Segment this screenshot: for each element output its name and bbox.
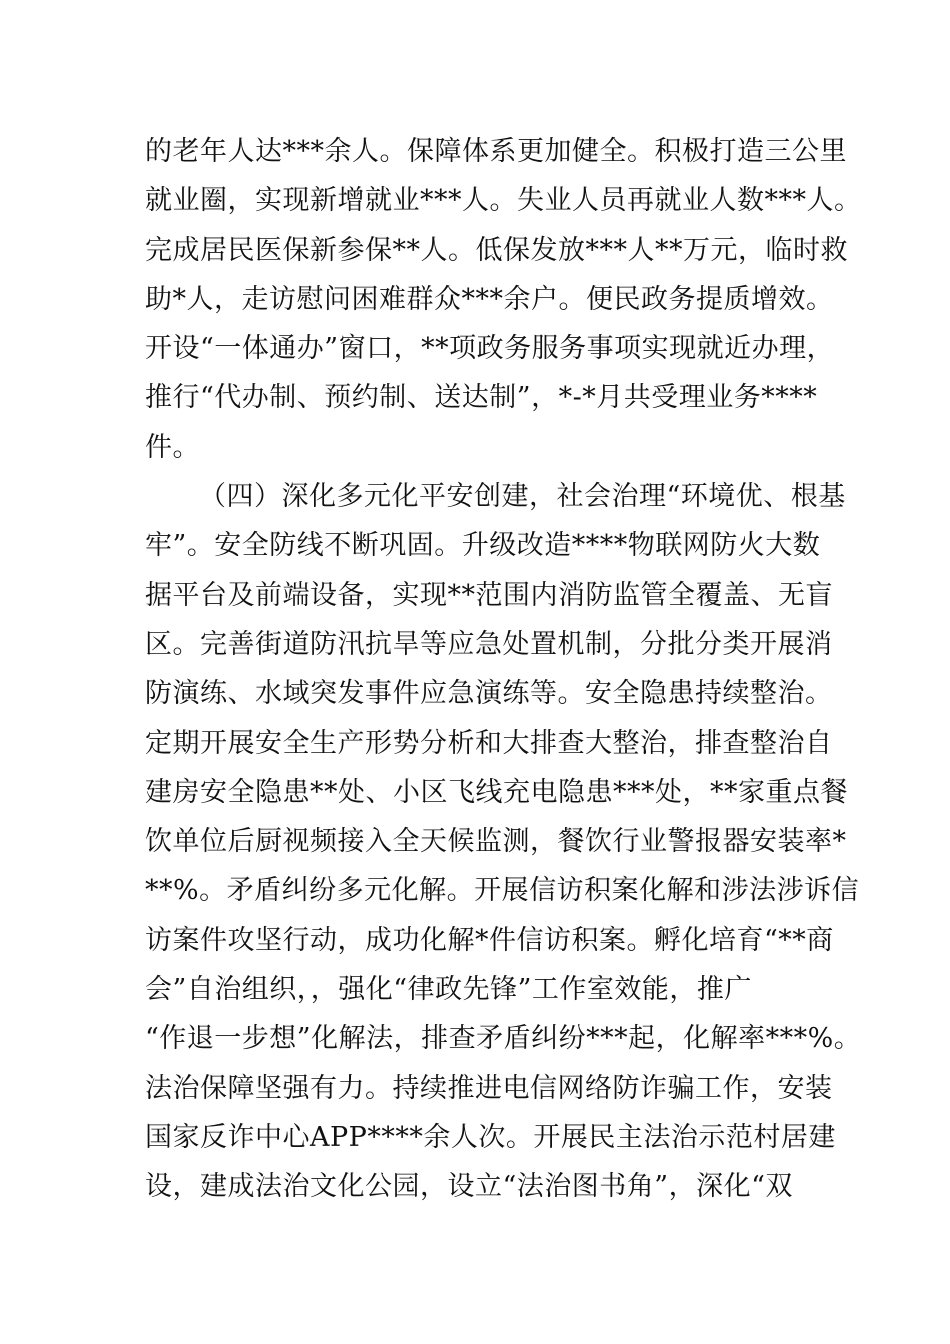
text-line: 定期开展安全生产形势分析和大排查大整治，排查整治自 [145, 727, 833, 759]
text-line: 就业圈，实现新增就业***人。失业人员再就业人数***人。 [145, 185, 862, 217]
text-line: 推行“代办制、预约制、送达制”，*-*月共受理业务**** [145, 382, 818, 414]
body-text [145, 127, 862, 1212]
text-line: 防演练、水域突发事件应急演练等。安全隐患持续整治。 [145, 678, 833, 710]
text-line: 区。完善街道防汛抗旱等应急处置机制，分批分类开展消 [145, 628, 833, 660]
text-line: 建房安全隐患**处、小区飞线充电隐患***处，**家重点餐 [145, 776, 848, 808]
text-line: 会”自治组织，，强化“律政先锋”工作室效能，推广 [145, 974, 752, 1006]
text-line: 完成居民医保新参保**人。低保发放***人**万元，临时救 [145, 234, 848, 266]
text-line: 法治保障坚强有力。持续推进电信网络防诈骗工作，安装 [145, 1072, 833, 1104]
text-line: **%。矛盾纠纷多元化解。开展信访积案化解和涉法涉诉信 [145, 875, 860, 907]
text-line: 开设“一体通办”窗口，**项政务服务事项实现就近办理， [145, 333, 835, 365]
text-line: 牢”。安全防线不断巩固。升级改造****物联网防火大数 [145, 530, 821, 562]
text-line: 件。 [145, 431, 200, 463]
text-line: “作退一步想”化解法，排查矛盾纠纷***起，化解率***%。 [145, 1023, 862, 1055]
text-line: 访案件攻坚行动，成功化解*件信访积案。孵化培育“**商 [145, 924, 834, 956]
text-line: 的老年人达***余人。保障体系更加健全。积极打造三公里 [145, 136, 847, 167]
text-line: 据平台及前端设备，实现**范围内消防监管全覆盖、无盲 [145, 579, 833, 611]
text-line: 助*人，走访慰问困难群众***余户。便民政务提质增效。 [145, 283, 834, 315]
text-line: 设，建成法治文化公园，设立“法治图书角”，深化“双 [145, 1171, 793, 1203]
section-heading-line: （四）深化多元化平安创建，社会治理“环境优、根基 [199, 481, 846, 513]
text-line: 饮单位后厨视频接入全天候监测，餐饮行业警报器安装率* [145, 826, 847, 858]
text-line: 国家反诈中心APP****余人次。开展民主法治示范村居建 [145, 1121, 836, 1153]
